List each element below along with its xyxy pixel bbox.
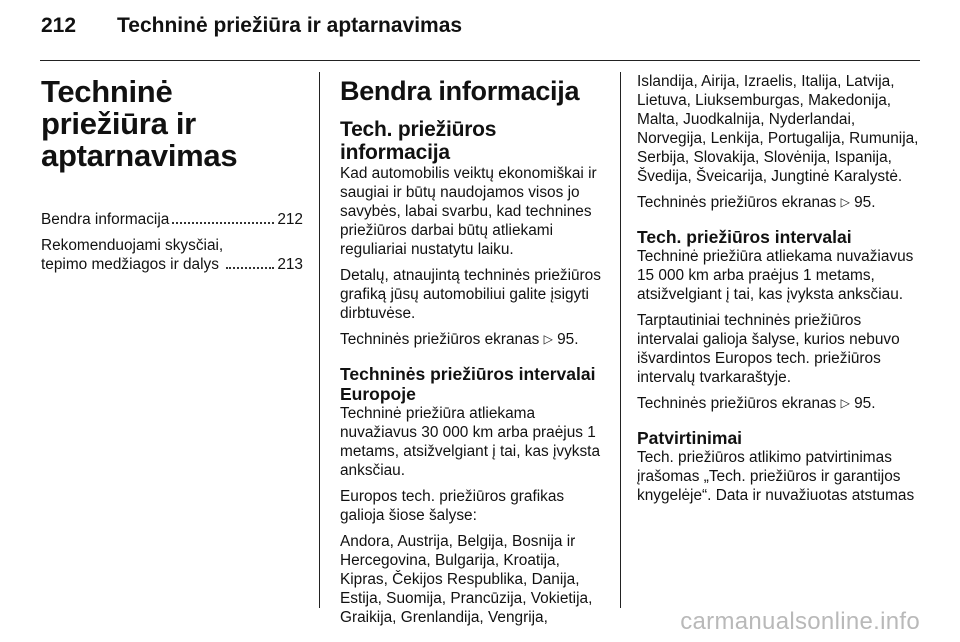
chapter-title [41,76,303,172]
column-divider-1 [319,72,320,608]
watermark: carmanualsonline.info [680,608,920,635]
column-divider-2 [620,72,621,608]
toc-entry-label-line-2: tepimo medžiagos ir dalys [41,256,219,273]
cross-reference-page: 95. [854,395,876,412]
triangle-right-icon: ▷ [543,332,553,346]
toc-entry-label [41,236,223,274]
subsection-title-service-info [340,118,605,164]
chapter-title-line-2: aptarnavimas [41,138,238,173]
column-2 [340,72,605,634]
cross-reference-text: Techninės priežiūros ekranas [637,395,837,412]
paragraph: Europos tech. priežiūros grafikas galioja šiose šalyse: [340,488,565,524]
toc-entry-label-line-1: Rekomenduojami skysčiai, [41,237,224,254]
cross-reference[interactable] [637,394,922,413]
paragraph: Kad automobilis veiktų ekonomiškai ir saugiai ir būtų naudojamos visos jo savybės, labai svarbu, kad technines priežiūros darbai būtų atliekami reguliariai nustatytu laiku. [340,165,597,258]
cross-reference[interactable] [340,330,605,349]
toc-leader-dots [226,267,274,269]
cross-reference-page: 95. [557,331,579,348]
paragraph-country-list-continued: Islandija, Airija, Izraelis, Italija, Latvija, Lietuva, Liuksemburgas, Makedonija, Malta, Juodkalnija, Nyderlandai, Norvegija, Lenkija, Portugalija, Rumunija, Serbija, Slovakija, Slovėnija, Ispanija, Švedija, Šveicarija, Jungtinė Karalystė. [637,73,919,185]
cross-reference-text: Techninės priežiūros ekranas [637,194,837,211]
page-number: 212 [41,14,77,37]
paragraph: Tech. priežiūros atlikimo patvirtinimas įrašomas „Tech. priežiūros ir garantijos knygelėje“. Data ir nuvažiuotas atstumas [637,449,915,504]
cross-reference-text: Techninės priežiūros ekranas [340,331,540,348]
toc-entry-label: Bendra informacija [41,211,170,228]
table-of-contents [41,210,303,274]
triangle-right-icon: ▷ [840,396,850,410]
subsection-title-europe-intervals: Techninės priežiūros intervalai Europoje [340,364,596,404]
toc-entry-general-info[interactable] [41,210,303,229]
header-rule [40,60,920,61]
cross-reference-page: 95. [854,194,876,211]
paragraph: Techninė priežiūra atliekama nuvažiavus 30 000 km arba praėjus 1 metams, atsižvelgiant į tai, kas įvyksta anksčiau. [340,405,601,479]
toc-leader-dots [172,222,274,224]
column-3 [637,72,922,512]
toc-entry-page: 212 [277,211,303,228]
subsection-title-line-1: Tech. priežiūros [340,118,497,141]
paragraph: Detalų, atnaujintą techninės priežiūros grafiką jūsų automobiliui galite įsigyti dirbtuvėse. [340,267,601,322]
subsection-title-confirmations: Patvirtinimai [637,428,743,448]
toc-entry-page: 213 [277,256,303,273]
subsection-title-line-2: informacija [340,141,450,164]
section-title: Bendra informacija [340,76,580,106]
paragraph: Tarptautiniai techninės priežiūros intervalai galioja šalyse, kurios nebuvo išvardintos Europos tech. priežiūros intervalų tvarkaraštyje. [637,312,900,386]
paragraph-country-list: Andora, Austrija, Belgija, Bosnija ir Hercegovina, Bulgarija, Kroatija, Kipras, Čekijos Respublika, Danija, Estija, Suomija, Prancūzija, Vokietija, Graikija, Grenlandija, Vengrija, [340,533,593,626]
triangle-right-icon: ▷ [840,195,850,209]
subsection-title-service-intervals: Tech. priežiūros intervalai [637,227,852,247]
column-1 [41,72,303,281]
cross-reference[interactable] [637,193,922,212]
chapter-title-line-1: Techninė priežiūra ir [41,74,196,141]
page-header [0,0,960,62]
paragraph: Techninė priežiūra atliekama nuvažiavus 15 000 km arba praėjus 1 metams, atsižvelgiant į tai, kas įvyksta anksčiau. [637,248,914,303]
running-title: Techninė priežiūra ir aptarnavimas [117,14,463,37]
toc-entry-fluids[interactable] [41,236,303,274]
